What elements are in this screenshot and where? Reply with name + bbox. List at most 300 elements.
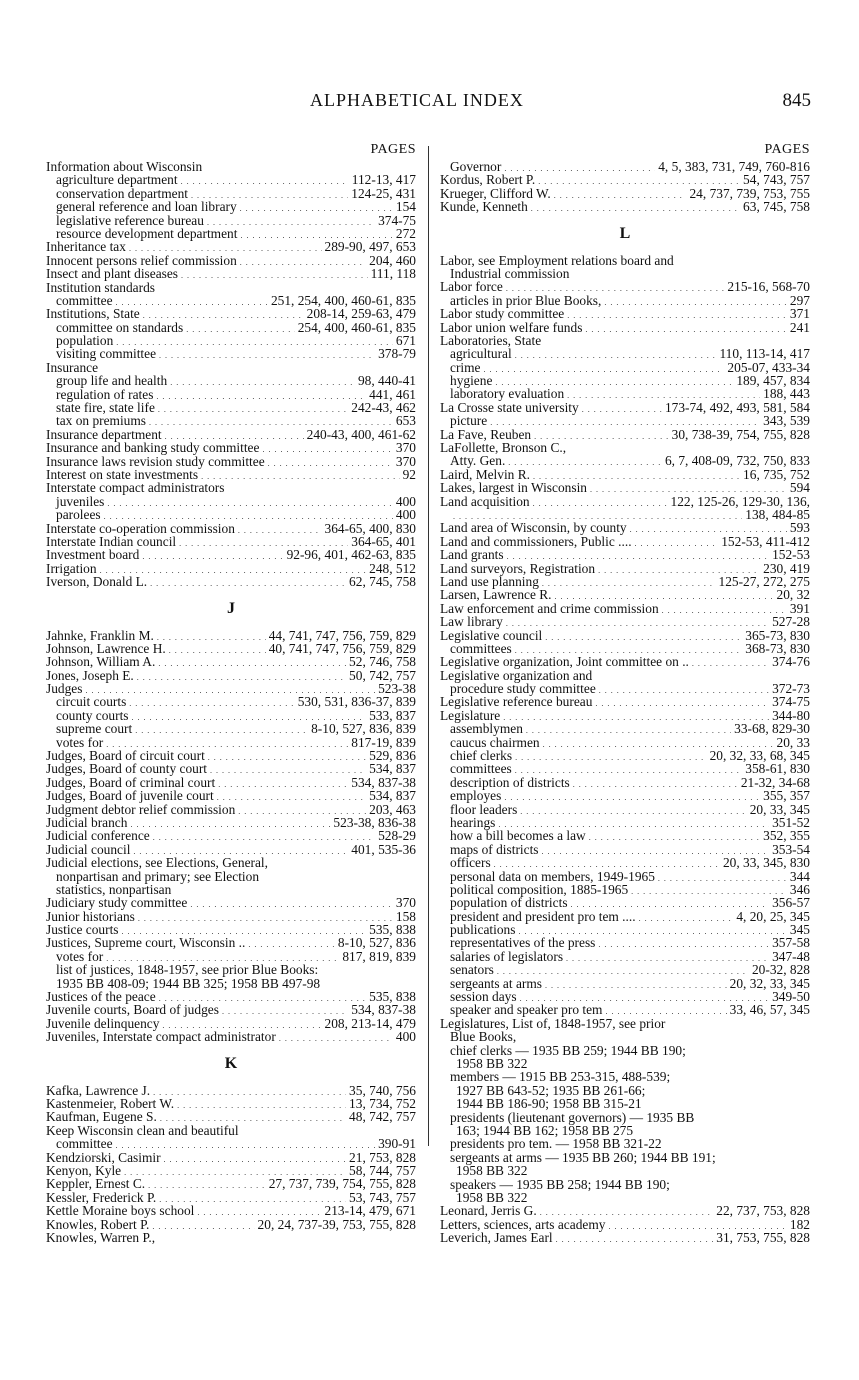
entry-pages: 152-53	[772, 547, 810, 563]
dot-leader	[515, 642, 743, 655]
dot-leader	[533, 468, 740, 481]
entry-pages: 20, 33	[776, 734, 810, 750]
index-entry	[440, 1204, 810, 1217]
index-entry	[440, 428, 810, 441]
index-entry	[440, 977, 810, 990]
index-entry	[440, 602, 810, 615]
index-entry	[46, 870, 416, 883]
entry-pages: 344-80	[772, 707, 810, 723]
index-entry	[440, 414, 810, 427]
entry-term: nonpartisan and primary; see Election	[56, 868, 260, 884]
entry-pages: 401, 535-36	[351, 841, 416, 857]
entry-term: floor leaders	[450, 801, 518, 817]
dot-leader	[542, 843, 770, 856]
entry-pages: 345	[789, 922, 810, 938]
entry-pages: 368-73, 830	[745, 640, 810, 656]
index-entry	[440, 187, 810, 200]
entry-term: sergeants at arms — 1935 BB 260; 1944 BB 191;	[450, 1149, 716, 1165]
entry-term: Judicial conference	[46, 828, 150, 844]
index-entry	[46, 1097, 416, 1110]
dot-leader	[662, 602, 787, 615]
entry-pages: 208, 213-14, 479	[324, 1015, 416, 1031]
entry-term: agricultural	[450, 346, 512, 362]
dot-leader	[152, 1218, 254, 1231]
entry-term: tax on premiums	[56, 413, 147, 429]
index-entry	[440, 1097, 810, 1110]
entry-term: general reference and loan library	[56, 199, 237, 215]
dot-leader	[210, 762, 366, 775]
entry-pages: 241	[789, 319, 810, 335]
entry-pages: 248, 512	[369, 560, 416, 576]
entry-term: Judges, Board of criminal court	[46, 774, 216, 790]
index-entry	[46, 722, 416, 735]
entry-term: 1944 BB 186-90; 1958 BB 315-21	[456, 1096, 642, 1112]
entry-pages: 20, 33, 345	[749, 801, 810, 817]
entry-term: Knowles, Robert P.	[46, 1216, 150, 1232]
entry-pages: 370	[395, 895, 416, 911]
entry-term: political composition, 1885-1965	[450, 881, 629, 897]
index-entry	[440, 361, 810, 374]
entry-term: Insect and plant diseases	[46, 266, 179, 282]
entry-pages: 352, 355	[763, 828, 810, 844]
entry-term: Jahnke, Franklin M.	[46, 627, 154, 643]
dot-leader	[100, 562, 367, 575]
dot-leader	[526, 722, 731, 735]
index-entry	[440, 856, 810, 869]
index-entry	[46, 829, 416, 842]
dot-leader	[240, 254, 366, 267]
entry-pages: 110, 113-14, 417	[719, 346, 810, 362]
dot-leader	[124, 1164, 346, 1177]
index-entry	[440, 1057, 810, 1070]
entry-term: La Fave, Reuben	[440, 426, 532, 442]
entry-pages: 6, 7, 408-09, 732, 750, 833	[664, 453, 810, 469]
entry-term: Leverich, James Earl	[440, 1230, 553, 1246]
dot-leader	[248, 936, 335, 949]
index-entry	[440, 535, 810, 548]
entry-term: Kaufman, Eugene S.	[46, 1109, 157, 1125]
entry-term: Information about Wisconsin	[46, 159, 203, 174]
entry-term: Judges	[46, 681, 83, 697]
index-entry	[440, 936, 810, 949]
entry-pages: 213-14, 479, 671	[324, 1203, 416, 1219]
page-number: 845	[782, 90, 811, 111]
entry-pages: 30, 738-39, 754, 755, 828	[671, 426, 810, 442]
dot-leader	[494, 856, 720, 869]
index-entry	[440, 722, 810, 735]
dot-leader	[604, 294, 787, 307]
index-lines	[46, 160, 416, 1244]
index-entry	[440, 736, 810, 749]
entry-term: Lakes, largest in Wisconsin	[440, 480, 587, 496]
dot-leader	[545, 629, 742, 642]
index-entry	[440, 682, 810, 695]
index-entry	[46, 321, 416, 334]
entry-pages: 530, 531, 836-37, 839	[297, 694, 416, 710]
entry-term: Kendziorski, Casimir	[46, 1149, 161, 1165]
section-letter: J	[227, 599, 235, 617]
dot-leader	[148, 1177, 266, 1190]
entry-pages: 534, 837	[369, 761, 416, 777]
entry-term: Institutions, State	[46, 306, 140, 322]
index-entry	[440, 695, 810, 708]
index-entry	[440, 334, 810, 347]
index-entry	[440, 963, 810, 976]
index-entry	[46, 1017, 416, 1030]
index-entry	[440, 1017, 810, 1030]
index-entry	[440, 387, 810, 400]
entry-term: presidents pro tem. — 1958 BB 321-22	[450, 1136, 662, 1152]
entry-pages: 48, 742, 757	[349, 1109, 416, 1125]
entry-term: Judges, Board of circuit court	[46, 748, 205, 764]
index-entry	[46, 200, 416, 213]
index-entry	[46, 508, 416, 521]
dot-leader	[207, 214, 375, 227]
index-entry	[46, 1177, 416, 1190]
index-entry	[440, 615, 810, 628]
index-entry	[440, 160, 810, 173]
entry-pages: 154	[395, 199, 416, 215]
entry-term: statistics, nonpartisan	[56, 881, 172, 897]
index-entry	[46, 1164, 416, 1177]
dot-leader	[515, 762, 743, 775]
index-entry	[440, 669, 810, 682]
entry-term: Interstate co-operation commission	[46, 520, 235, 536]
index-entry	[440, 655, 810, 668]
entry-term: representatives of the press	[450, 935, 596, 951]
index-entry	[440, 508, 810, 521]
index-entry	[46, 709, 416, 722]
entry-pages: 529, 836	[369, 748, 416, 764]
index-entry	[440, 347, 810, 360]
entry-pages: 4, 20, 25, 345	[736, 908, 810, 924]
entry-term: maps of districts	[450, 841, 539, 857]
index-column-left	[46, 140, 416, 1244]
index-entry	[46, 803, 416, 816]
index-entry	[440, 1137, 810, 1150]
entry-pages: 50, 742, 757	[349, 667, 416, 683]
entry-term: 1935 BB 408-09; 1944 BB 325; 1958 BB 497-98	[56, 975, 321, 991]
dot-leader	[137, 669, 346, 682]
entry-term: Investment board	[46, 547, 140, 563]
index-entry	[46, 910, 416, 923]
entry-pages: 535, 838	[369, 989, 416, 1005]
dot-leader	[506, 280, 725, 293]
column-divider	[428, 146, 429, 1146]
entry-term: Governor	[450, 159, 502, 174]
entry-pages: 523-38, 836-38	[333, 814, 416, 830]
index-entry	[440, 401, 810, 414]
index-entry	[46, 950, 416, 963]
entry-pages: 111, 118	[370, 266, 416, 282]
entry-pages: 20, 33, 345, 830	[722, 855, 810, 871]
index-entry	[46, 548, 416, 561]
index-entry	[46, 669, 416, 682]
entry-term: description of districts	[450, 774, 570, 790]
entry-term: committees	[450, 761, 512, 777]
entry-pages: 58, 744, 757	[349, 1162, 416, 1178]
entry-term: how a bill becomes a law	[450, 828, 586, 844]
dot-leader	[107, 495, 393, 508]
dot-leader	[156, 388, 366, 401]
entry-pages: 20, 24, 737-39, 753, 755, 828	[257, 1216, 416, 1232]
entry-pages: 138, 484-85	[745, 506, 810, 522]
entry-pages: 20, 32, 33, 68, 345	[709, 748, 810, 764]
entry-pages: 534, 837	[369, 788, 416, 804]
entry-term: Law enforcement and crime commission	[440, 600, 659, 616]
entry-term: chief clerks — 1935 BB 259; 1944 BB 190;	[450, 1042, 686, 1058]
entry-term: votes for	[56, 734, 104, 750]
index-entry	[46, 629, 416, 642]
index-entry	[46, 883, 416, 896]
dot-leader	[217, 789, 366, 802]
dot-leader	[106, 950, 339, 963]
section-letter: L	[619, 224, 631, 242]
entry-term: Juveniles, Interstate compact administrator	[46, 1029, 276, 1045]
entry-pages: 351-52	[772, 814, 810, 830]
entry-pages: 53, 743, 757	[349, 1189, 416, 1205]
entry-pages: 189, 457, 834	[736, 373, 810, 389]
entry-term: Land area of Wisconsin, by county	[440, 520, 627, 536]
index-entry	[46, 1191, 416, 1204]
entry-pages: 817, 819, 839	[342, 948, 416, 964]
dot-leader	[508, 454, 662, 467]
index-entry	[440, 642, 810, 655]
entry-pages: 16, 735, 752	[743, 466, 810, 482]
entry-term: Judiciary study committee	[46, 895, 188, 911]
entry-term: Kafka, Lawrence J.	[46, 1082, 151, 1098]
dot-leader	[191, 187, 348, 200]
entry-term: sergeants at arms	[450, 975, 542, 991]
index-entry	[46, 1110, 416, 1123]
index-entry	[440, 709, 810, 722]
entry-pages: 54, 743, 757	[743, 172, 810, 188]
index-entry	[46, 816, 416, 829]
entry-term: committee on standards	[56, 319, 184, 335]
dot-leader	[515, 347, 717, 360]
entry-term: speaker and speaker pro tem	[450, 1002, 603, 1018]
entry-pages: 400	[395, 507, 416, 523]
entry-pages: 254, 400, 460-61, 835	[297, 319, 416, 335]
dot-leader	[162, 1017, 321, 1030]
entry-term: Kenyon, Kyle	[46, 1162, 122, 1178]
entry-term: agriculture department	[56, 172, 178, 188]
dot-leader	[159, 990, 366, 1003]
dot-leader	[566, 950, 769, 963]
entry-term: Land acquisition	[440, 493, 530, 509]
dot-leader	[543, 736, 774, 749]
entry-term: senators	[450, 962, 494, 978]
index-entry	[440, 749, 810, 762]
dot-leader	[598, 562, 760, 575]
entry-pages: 391	[789, 600, 810, 616]
entry-term: assemblymen	[450, 721, 523, 737]
entry-term: supreme court	[56, 721, 133, 737]
dot-leader	[129, 695, 294, 708]
dot-leader	[160, 1110, 346, 1123]
dot-leader	[595, 695, 769, 708]
index-entry	[46, 695, 416, 708]
entry-pages: 208-14, 259-63, 479	[306, 306, 416, 322]
entry-term: Insurance laws revision study committee	[46, 453, 265, 469]
entry-pages: 31, 753, 755, 828	[716, 1230, 810, 1246]
entry-term: Laboratories, State	[440, 332, 542, 348]
entry-term: president and president pro tem ....	[450, 908, 636, 924]
entry-pages: 21-32, 34-68	[740, 774, 810, 790]
dot-leader	[555, 588, 774, 601]
entry-pages: 158	[395, 908, 416, 924]
index-entry	[440, 307, 810, 320]
entry-term: personal data on members, 1949-1965	[450, 868, 655, 884]
dot-leader	[169, 642, 266, 655]
index-entry	[440, 803, 810, 816]
dot-leader	[556, 1231, 714, 1244]
entry-term: Juvenile courts, Board of judges	[46, 1002, 219, 1018]
entry-term: Letters, sciences, arts academy	[440, 1216, 606, 1232]
dot-leader	[142, 548, 283, 561]
dot-leader	[506, 615, 769, 628]
index-entry	[46, 481, 416, 494]
entry-term: Insurance and banking study committee	[46, 440, 260, 456]
index-entry	[46, 1084, 416, 1097]
dot-leader	[106, 736, 348, 749]
index-entry	[46, 468, 416, 481]
dot-leader	[135, 722, 308, 735]
index-entry	[440, 1178, 810, 1191]
entry-term: legislative reference bureau	[56, 212, 204, 228]
index-entry	[46, 294, 416, 307]
index-entry	[440, 870, 810, 883]
dot-leader	[279, 1030, 393, 1043]
entry-term: committee	[56, 1136, 113, 1152]
entry-term: Legislative council	[440, 627, 543, 643]
entry-pages: 215-16, 568-70	[727, 279, 810, 295]
entry-pages: 355, 357	[763, 788, 810, 804]
index-entry	[440, 923, 810, 936]
entry-term: Labor force	[440, 279, 503, 295]
index-entry	[46, 347, 416, 360]
entry-term: hearings	[450, 814, 496, 830]
index-entry	[46, 977, 416, 990]
dot-leader	[222, 1003, 348, 1016]
dot-leader	[520, 803, 746, 816]
entry-term: Blue Books,	[450, 1029, 517, 1045]
entry-term: Leonard, Jerris G.	[440, 1203, 537, 1219]
index-entry	[440, 267, 810, 280]
entry-pages: 374-75	[378, 212, 416, 228]
dot-leader	[238, 522, 322, 535]
dot-leader	[149, 414, 393, 427]
dot-leader	[186, 321, 295, 334]
dot-leader	[104, 508, 393, 521]
entry-term: Inheritance tax	[46, 239, 126, 255]
entry-pages: 33-68, 829-30	[734, 721, 810, 737]
index-entry	[46, 923, 416, 936]
dot-leader	[518, 923, 786, 936]
dot-leader	[554, 187, 687, 200]
index-entry	[46, 1151, 416, 1164]
entry-term: Labor union welfare funds	[440, 319, 583, 335]
entry-term: resource development department	[56, 225, 238, 241]
index-entry	[46, 160, 416, 173]
entry-term: Legislative reference bureau	[440, 694, 593, 710]
entry-pages: 535, 838	[369, 922, 416, 938]
dot-leader	[85, 682, 375, 695]
dot-leader	[116, 1137, 376, 1150]
entry-term: Judicial elections, see Elections, General,	[46, 855, 268, 871]
entry-pages: 374-76	[772, 654, 810, 670]
index-entry	[440, 321, 810, 334]
dot-leader	[495, 374, 733, 387]
entry-term: Judicial branch	[46, 814, 128, 830]
entry-term: Interest on state investments	[46, 466, 199, 482]
pages-heading: PAGES	[370, 142, 416, 157]
entry-term: procedure study committee	[450, 681, 596, 697]
entry-pages: 203, 463	[369, 801, 416, 817]
dot-leader	[130, 816, 330, 829]
entry-pages: 24, 737, 739, 753, 755	[689, 185, 810, 201]
dot-leader	[533, 495, 668, 508]
dot-leader	[240, 227, 392, 240]
index-entry	[46, 334, 416, 347]
dot-leader	[504, 789, 760, 802]
entry-pages: 44, 741, 747, 756, 759, 829	[268, 627, 416, 643]
entry-term: hygiene	[450, 373, 493, 389]
entry-term: county courts	[56, 707, 129, 723]
index-entry	[46, 936, 416, 949]
entry-term: officers	[450, 855, 491, 871]
entry-term: caucus chairmen	[450, 734, 540, 750]
entry-term: Legislative organization and	[440, 667, 593, 683]
dot-leader	[520, 990, 769, 1003]
dot-leader	[158, 655, 346, 668]
running-head	[0, 90, 859, 116]
entry-term: 1958 BB 322	[456, 1056, 528, 1071]
index-entry	[46, 374, 416, 387]
entry-pages: 653	[395, 413, 416, 429]
entry-pages: 364-65, 400, 830	[324, 520, 416, 536]
index-entry	[46, 214, 416, 227]
index-entry	[440, 521, 810, 534]
entry-pages: 400	[395, 493, 416, 509]
index-entry	[440, 481, 810, 494]
index-lines	[440, 160, 810, 1244]
dot-leader	[132, 709, 367, 722]
index-entry	[46, 388, 416, 401]
index-entry	[440, 1111, 810, 1124]
entry-term: Land grants	[440, 547, 504, 563]
index-entry	[440, 441, 810, 454]
entry-term: parolees	[56, 507, 101, 523]
entry-term: population	[56, 333, 114, 349]
entry-pages: 173-74, 492, 493, 581, 584	[664, 399, 810, 415]
entry-pages: 240-43, 400, 461-62	[306, 426, 416, 442]
index-entry	[46, 307, 416, 320]
index-entry	[440, 629, 810, 642]
dot-leader	[238, 803, 366, 816]
index-entry	[440, 468, 810, 481]
index-entry	[46, 187, 416, 200]
entry-term: Interstate Indian council	[46, 533, 177, 549]
dot-leader	[181, 173, 349, 186]
entry-term: Irrigation	[46, 560, 97, 576]
dot-leader	[567, 307, 787, 320]
index-entry	[46, 441, 416, 454]
dot-leader	[585, 321, 786, 334]
dot-leader	[534, 428, 669, 441]
entry-pages: 92	[402, 466, 416, 482]
index-entry	[440, 1218, 810, 1231]
